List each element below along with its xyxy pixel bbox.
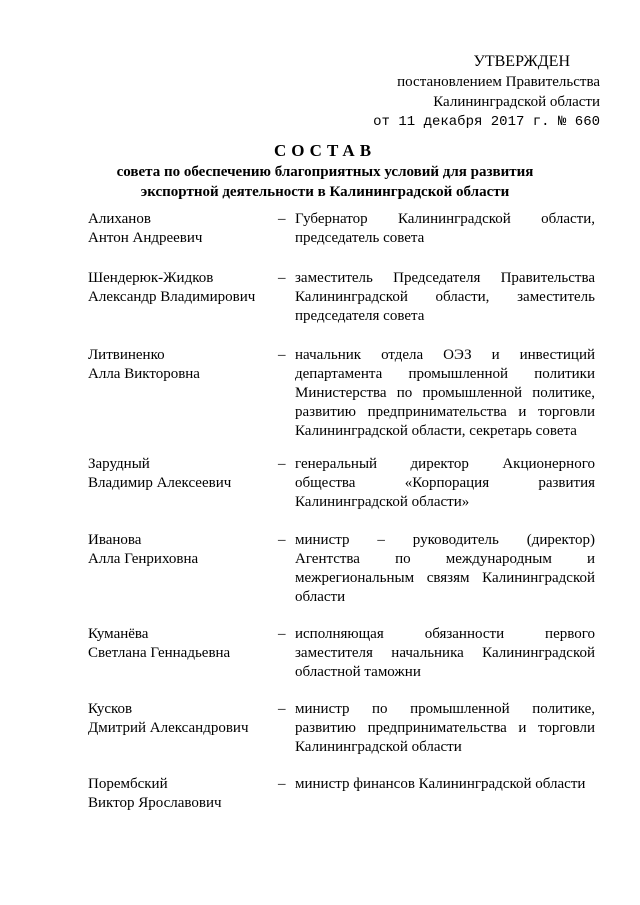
- document-subtitle-line-1: совета по обеспечению благоприятных условий для развития: [116, 164, 534, 180]
- member-role-line: министр финансов Калининградской области: [295, 776, 586, 792]
- member-surname: Иванова: [88, 532, 142, 548]
- member-name: [88, 775, 268, 813]
- member-dash: –: [278, 270, 286, 286]
- member-surname: Куманёва: [88, 626, 149, 642]
- approval-line-2: Калининградской области: [433, 94, 600, 110]
- member-role-line: Министерства по промышленной политике,: [295, 385, 595, 401]
- member-role-line: начальник отдела ОЭЗ и инвестиций: [295, 347, 595, 363]
- member-role-line: председателя совета: [295, 308, 425, 324]
- member-role-line: департамента промышленной политики: [295, 366, 595, 382]
- member-role-line: Губернатор Калининградской области,: [295, 211, 595, 227]
- member-role-line: областной таможни: [295, 664, 421, 680]
- member-given-name: Владимир Алексеевич: [88, 475, 232, 491]
- member-given-name: Александр Владимирович: [88, 289, 256, 305]
- member-surname: Зарудный: [88, 456, 150, 472]
- document-title: СОСТАВ: [273, 141, 377, 160]
- member-role-line: министр по промышленной политике,: [295, 701, 595, 717]
- member-dash: –: [278, 532, 286, 548]
- member-role: [295, 700, 595, 757]
- member-role-line: Калининградской области, заместитель: [295, 289, 595, 305]
- member-role-line: Калининградской области»: [295, 494, 470, 510]
- document-heading: [60, 140, 590, 202]
- member-surname: Шендерюк-Жидков: [88, 270, 214, 286]
- member-role-line: области: [295, 589, 346, 605]
- member-given-name: Антон Андреевич: [88, 230, 203, 246]
- member-role: [295, 269, 595, 326]
- member-dash: –: [278, 626, 286, 642]
- member-dash: –: [278, 701, 286, 717]
- member-name: [88, 210, 268, 248]
- member-surname: Алиханов: [88, 211, 151, 227]
- member-dash: –: [278, 211, 286, 227]
- member-name: [88, 346, 268, 384]
- approval-date: от 11 декабря 2017 г. № 660: [373, 114, 600, 130]
- member-role: [295, 455, 595, 512]
- member-role-line: исполняющая обязанности первого: [295, 626, 595, 642]
- member-role-line: заместителя начальника Калининградской: [295, 645, 595, 661]
- member-dash: –: [278, 347, 286, 363]
- member-role: [295, 775, 595, 794]
- member-role-line: министр – руководитель (директор): [295, 532, 595, 548]
- member-given-name: Алла Викторовна: [88, 366, 200, 382]
- member-name: [88, 269, 268, 307]
- member-surname: Порембский: [88, 776, 168, 792]
- member-surname: Кусков: [88, 701, 133, 717]
- member-role: [295, 625, 595, 682]
- member-role-line: заместитель Председателя Правительства: [295, 270, 595, 286]
- member-given-name: Виктор Ярославович: [88, 795, 222, 811]
- member-role-line: развитию предпринимательства и торговли: [295, 720, 595, 736]
- member-role-line: председатель совета: [295, 230, 425, 246]
- member-role-line: Агентства по международным и: [295, 551, 595, 567]
- member-name: [88, 455, 268, 493]
- member-dash: –: [278, 776, 286, 792]
- member-name: [88, 625, 268, 663]
- document-subtitle-line-2: экспортной деятельности в Калининградской области: [140, 184, 510, 200]
- member-dash: –: [278, 456, 286, 472]
- approval-line-1: постановлением Правительства: [397, 74, 600, 90]
- member-role: [295, 210, 595, 248]
- member-given-name: Алла Генриховна: [88, 551, 199, 567]
- approval-title: УТВЕРЖДЕН: [473, 53, 570, 70]
- member-given-name: Светлана Геннадьевна: [88, 645, 231, 661]
- member-role-line: генеральный директор Акционерного: [295, 456, 595, 472]
- member-surname: Литвиненко: [88, 347, 165, 363]
- member-name: [88, 700, 268, 738]
- member-role-line: развитию предпринимательства и торговли: [295, 404, 595, 420]
- member-given-name: Дмитрий Александрович: [88, 720, 249, 736]
- member-role-line: Калининградской области, секретарь совета: [295, 423, 577, 439]
- member-role: [295, 531, 595, 607]
- member-role: [295, 346, 595, 441]
- member-role-line: межрегиональным связям Калининградской: [295, 570, 595, 586]
- member-role-line: Калининградской области: [295, 739, 462, 755]
- member-role-line: общества «Корпорация развития: [295, 475, 595, 491]
- approval-stamp: [350, 52, 600, 132]
- member-name: [88, 531, 268, 569]
